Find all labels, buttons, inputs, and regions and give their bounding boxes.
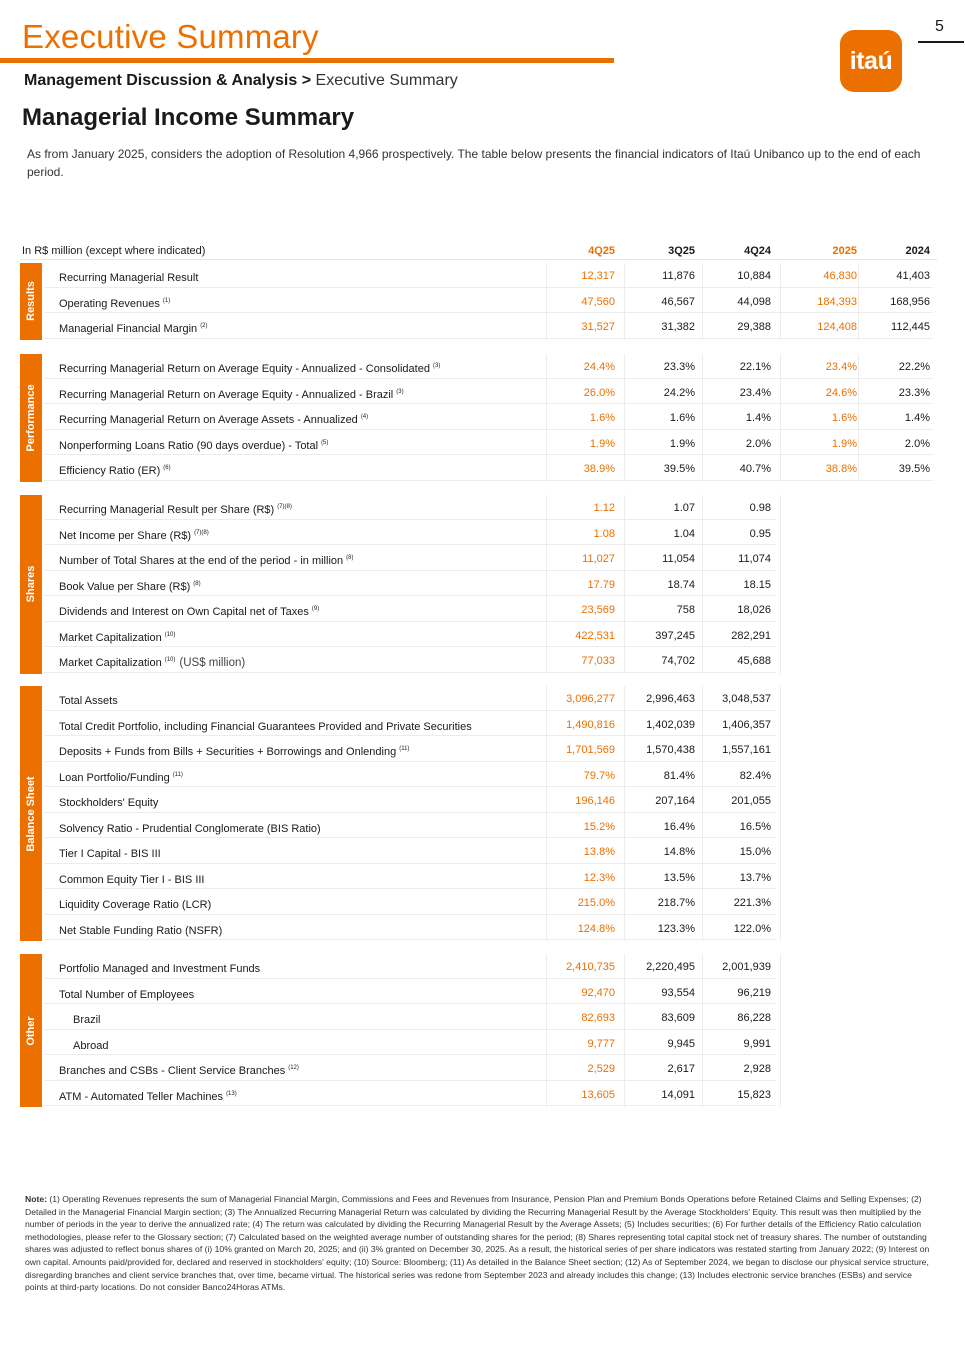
- cell-4q24: 96,219: [737, 986, 771, 999]
- row-label-text: Net Stable Funding Ratio (NSFR): [59, 924, 223, 937]
- group-shares: [20, 495, 937, 674]
- cell-4q25: 79.7%: [583, 769, 615, 782]
- cell-4q24: 15,823: [737, 1088, 771, 1101]
- group-tab: [20, 495, 42, 674]
- cell-3q25: 16.4%: [663, 820, 695, 833]
- cell-4q24: 2,928: [743, 1063, 771, 1075]
- footnote-ref: (11): [399, 746, 410, 752]
- section-title: Managerial Income Summary: [22, 104, 355, 131]
- footnote-ref: (1): [162, 297, 171, 304]
- row-label: [59, 555, 353, 567]
- row-label: [59, 606, 319, 618]
- column-header-2024: 2024: [905, 245, 930, 257]
- cell-4q25: 26.0%: [583, 386, 615, 399]
- table-row: [44, 916, 776, 942]
- cell-3q25: 81.4%: [663, 769, 695, 782]
- row-label-text: Portfolio Managed and Investment Funds: [59, 963, 261, 975]
- cell-2025: 1.6%: [831, 412, 857, 424]
- cell-2025: 184,393: [817, 295, 857, 308]
- group-performance: [20, 354, 937, 482]
- cell-2025: 46,830: [823, 270, 857, 282]
- row-label-text: Loan Portfolio/Funding: [59, 771, 170, 784]
- footnotes: [25, 1193, 937, 1294]
- cell-4q25: 47,560: [581, 295, 615, 308]
- cell-2024: 168,956: [890, 295, 930, 308]
- row-label: [59, 363, 440, 375]
- column-header-2025: 2025: [832, 245, 857, 257]
- row-label: [59, 272, 198, 284]
- table-row: [44, 572, 776, 598]
- row-label: [59, 823, 321, 835]
- column-header-4q24: 4Q24: [744, 245, 771, 257]
- table-row: [44, 954, 776, 980]
- cell-4q25: 1.08: [593, 527, 615, 540]
- table-row: [44, 314, 933, 340]
- cell-4q25: 1.12: [593, 502, 615, 514]
- row-label-text: Recurring Managerial Return on Average Equity - Annualized - Brazil: [59, 388, 394, 401]
- row-label-text: Nonperforming Loans Ratio (90 days overdue) - Total: [59, 439, 319, 452]
- cell-3q25: 1.6%: [669, 412, 695, 424]
- row-label: [59, 874, 205, 886]
- footnote-ref: (8): [346, 555, 354, 561]
- page-title: Executive Summary: [22, 18, 319, 55]
- table-row: [44, 890, 776, 916]
- cell-4q25: 2,410,735: [566, 961, 615, 973]
- cell-4q24: 29,388: [737, 321, 771, 333]
- table-row: [44, 1005, 776, 1031]
- cell-4q24: 221.3%: [733, 897, 771, 909]
- cell-2025: 124,408: [817, 321, 857, 333]
- cell-4q25: 215.0%: [577, 897, 615, 909]
- cell-4q24: 0.98: [749, 502, 771, 514]
- cell-4q24: 15.0%: [739, 846, 771, 858]
- group-tab-label: Results: [25, 281, 37, 322]
- row-label-text: Market Capitalization: [59, 631, 162, 644]
- cell-4q25: 38.9%: [583, 463, 615, 475]
- table-row: [44, 521, 776, 547]
- column-divider: [702, 263, 703, 340]
- footnote-ref: (9): [311, 606, 320, 612]
- footnote-ref: (6): [163, 465, 171, 471]
- cell-3q25: 1,570,438: [646, 744, 695, 756]
- group-tab-label: Balance Sheet: [25, 775, 37, 852]
- table-row: [44, 1056, 776, 1082]
- cell-4q24: 16.5%: [739, 820, 771, 833]
- breadcrumb: [24, 72, 458, 90]
- cell-3q25: 11,876: [662, 270, 695, 282]
- row-label-text: Stockholders' Equity: [59, 797, 159, 809]
- cell-4q24: 1,557,161: [722, 744, 771, 756]
- cell-4q24: 40.7%: [739, 463, 771, 475]
- cell-3q25: 11,054: [662, 553, 695, 565]
- cell-4q25: 9,777: [587, 1037, 615, 1050]
- cell-3q25: 2,220,495: [646, 961, 695, 973]
- column-divider: [702, 954, 703, 1107]
- column-divider: [702, 354, 703, 482]
- cell-4q25: 17.79: [587, 578, 615, 591]
- column-divider: [780, 686, 781, 941]
- row-label: [59, 632, 175, 644]
- intro-paragraph: As from January 2025, considers the adoption of Resolution 4,966 prospectively. The table below presents the financial indicators of Itaú Unibanco up to the end of each period.: [27, 147, 921, 179]
- cell-4q25: 1,490,816: [566, 718, 615, 731]
- row-label-text: Recurring Managerial Result per Share (R$): [59, 504, 275, 516]
- row-label: [59, 465, 171, 477]
- table-row: [44, 865, 776, 891]
- cell-4q24: 2,001,939: [722, 961, 771, 973]
- column-divider: [780, 954, 781, 1107]
- group-tab: [20, 686, 42, 941]
- table-row: [44, 814, 776, 840]
- cell-4q24: 10,884: [737, 270, 771, 282]
- cell-3q25: 18.74: [667, 578, 695, 591]
- cell-4q25: 31,527: [581, 321, 615, 333]
- row-label-text: Total Assets: [59, 695, 118, 707]
- cell-3q25: 24.2%: [663, 386, 695, 399]
- cell-4q24: 13.7%: [739, 871, 771, 884]
- cell-4q24: 3,048,537: [722, 693, 771, 705]
- footnote-ref: (11): [172, 771, 183, 778]
- row-label: [59, 899, 211, 911]
- cell-4q24: 2.0%: [745, 437, 771, 450]
- row-label: [59, 530, 209, 542]
- row-label-text: Dividends and Interest on Own Capital net of Taxes: [59, 606, 309, 618]
- row-label: [59, 657, 245, 669]
- column-header-4q25: 4Q25: [588, 245, 615, 257]
- table-row: [44, 712, 776, 738]
- column-divider: [546, 686, 547, 941]
- cell-4q25: 12,317: [581, 270, 615, 282]
- cell-4q24: 282,291: [731, 629, 771, 642]
- cell-4q24: 0.95: [749, 527, 771, 540]
- footnote-ref: (3): [432, 363, 441, 369]
- cell-4q25: 23,569: [581, 604, 615, 616]
- cell-3q25: 1,402,039: [646, 718, 695, 731]
- row-label: [59, 298, 170, 310]
- cell-4q25: 2,529: [587, 1063, 615, 1075]
- cell-2025: 23.4%: [825, 361, 857, 373]
- cell-4q24: 44,098: [737, 295, 771, 308]
- row-label-text: Brazil: [73, 1014, 101, 1026]
- cell-2024: 1.4%: [904, 412, 930, 424]
- cell-4q25: 124.8%: [577, 922, 615, 935]
- table-header: [20, 240, 937, 260]
- row-label: [59, 721, 472, 733]
- row-label-text: Managerial Financial Margin: [59, 323, 198, 335]
- column-divider: [624, 263, 625, 340]
- table-row: [44, 495, 776, 521]
- row-label: [59, 581, 201, 593]
- page-number-rule: [918, 41, 964, 43]
- row-label-text: Market Capitalization: [59, 657, 162, 669]
- cell-3q25: 2,996,463: [646, 693, 695, 705]
- cell-2024: 41,403: [896, 270, 930, 282]
- cell-2025: 1.9%: [831, 437, 857, 450]
- row-label-text: Efficiency Ratio (ER): [59, 465, 161, 477]
- table-row: [44, 1082, 776, 1108]
- cell-4q25: 92,470: [581, 986, 615, 999]
- cell-4q25: 15.2%: [583, 820, 615, 833]
- table-row: [44, 546, 776, 572]
- table-row: [44, 405, 933, 431]
- row-label-text: Book Value per Share (R$): [59, 580, 191, 593]
- footnote-ref: (3): [396, 388, 404, 395]
- cell-2024: 22.2%: [898, 361, 930, 373]
- cell-2025: 24.6%: [825, 386, 857, 399]
- cell-3q25: 758: [676, 604, 695, 616]
- cell-4q25: 11,027: [582, 553, 615, 565]
- cell-4q24: 9,991: [743, 1037, 771, 1050]
- group-tab-label: Other: [25, 1015, 37, 1046]
- row-label: [73, 1040, 108, 1052]
- cell-3q25: 46,567: [661, 295, 695, 308]
- row-label-text: Recurring Managerial Return on Average Assets - Annualized: [59, 414, 358, 426]
- group-balance-sheet: [20, 686, 937, 941]
- cell-4q25: 422,531: [575, 629, 615, 642]
- column-divider: [780, 263, 781, 340]
- cell-4q25: 13.8%: [583, 846, 615, 858]
- cell-4q25: 196,146: [575, 795, 615, 807]
- row-label: [59, 1065, 299, 1077]
- table-row: [44, 686, 776, 712]
- group-tab-label: Performance: [25, 384, 37, 452]
- cell-4q24: 22.1%: [739, 361, 771, 373]
- row-label-text: Tier I Capital - BIS III: [59, 848, 161, 860]
- row-label-text: Number of Total Shares at the end of the period - in million: [59, 555, 344, 567]
- table-row: [44, 456, 933, 482]
- row-label-text: Abroad: [73, 1039, 109, 1052]
- table-row: [44, 380, 933, 406]
- cell-4q25: 1.9%: [589, 437, 615, 450]
- cell-3q25: 23.3%: [663, 361, 695, 373]
- cell-2024: 112,445: [891, 321, 930, 333]
- row-label: [59, 797, 158, 809]
- cell-3q25: 13.5%: [663, 871, 695, 884]
- column-divider: [702, 686, 703, 941]
- cell-3q25: 39.5%: [663, 463, 695, 475]
- footnote-ref: (10): [164, 657, 176, 663]
- table-row: [44, 431, 933, 457]
- row-label: [59, 389, 404, 401]
- footnote-ref: (13): [226, 1090, 237, 1097]
- cell-3q25: 1.04: [673, 527, 695, 540]
- table-row: [44, 289, 933, 315]
- row-label-text: Recurring Managerial Result: [59, 272, 199, 284]
- footnote-ref: (7)(8): [194, 529, 209, 536]
- group-other: [20, 954, 937, 1107]
- footnote-ref: (4): [360, 414, 369, 420]
- row-label-text: Total Credit Portfolio, including Financial Guarantees Provided and Private Securities: [59, 720, 472, 733]
- row-label-suffix: (US$ million): [179, 657, 246, 669]
- cell-2024: 39.5%: [898, 463, 930, 475]
- column-divider: [858, 263, 859, 340]
- cell-4q24: 86,228: [737, 1012, 771, 1024]
- row-label-text: Recurring Managerial Return on Average Equity - Annualized - Consolidated: [59, 363, 430, 375]
- cell-3q25: 93,554: [661, 986, 695, 999]
- cell-4q24: 11,074: [738, 553, 771, 565]
- footnote-ref: (2): [200, 323, 208, 329]
- cell-3q25: 218.7%: [657, 897, 695, 909]
- cell-4q24: 1.4%: [745, 412, 771, 424]
- title-underline: [0, 58, 614, 63]
- group-tab-label: Shares: [25, 565, 37, 603]
- table-header-label: In R$ million (except where indicated): [22, 245, 206, 257]
- cell-2024: 23.3%: [898, 386, 930, 399]
- cell-4q25: 24.4%: [583, 361, 615, 373]
- table-row: [44, 788, 776, 814]
- row-label-text: Total Number of Employees: [59, 988, 195, 1001]
- cell-4q24: 122.0%: [733, 922, 771, 935]
- note-text: (1) Operating Revenues represents the sum of Managerial Financial Margin, Commissions and Fees and Revenues from Insurance, Pension Plan and Premium Bonds Operations before Retained Claims and Selling Expenses; (2) Detailed in the Managerial Financial Margin section; (3) The Annualized Recurring Managerial Return was calculated by dividing the Recurring Managerial Result by the Average Stockholders' Equity. This result was then multiplied by the number of periods in the year to derive the annualized rate; (4) The return was calculated by dividing the Recurring Managerial Result by the Average Assets; (5) Includes securities; (6) For further details of the Efficiency Ratio calculation methodologies, please refer to the Glossary section; (7) Calculated based on the weighted average number of outstanding shares for the period; (8) Shares representing total capital stock net of treasury shares. The number of outstanding shares was adjusted to reflect bonus shares of (i) 10% granted on March 20, 2025; and (ii) 3% granted on December 30, 2025. As a result, the historical series of per share indicators was restated starting from January 2022; (9) Interest on own capital. Amounts paid/provided for, declared and reserved in stockholders' equity; (10) Source: Bloomberg; (11) As detailed in the Balance Sheet section; (12) As of September 2024, we began to disclose our physical service structure, disregarding branches and client service branches that, over time, became virtual. The historical series was redone from September 2023 and already includes this change; (13) Includes electronic service branches (ESBs) and service points at third-party locations. Do not consider Banco24Horas ATMs.: [25, 1194, 930, 1293]
- row-label-text: Common Equity Tier I - BIS III: [59, 873, 205, 886]
- row-label: [59, 440, 328, 452]
- group-tab: [20, 354, 42, 482]
- row-label: [59, 504, 292, 516]
- row-label: [59, 1091, 237, 1103]
- cell-4q25: 1,701,569: [566, 744, 615, 756]
- row-label: [59, 695, 118, 707]
- table-row: [44, 980, 776, 1006]
- cell-3q25: 123.3%: [657, 922, 695, 935]
- row-label-text: ATM - Automated Teller Machines: [59, 1090, 224, 1103]
- cell-4q24: 201,055: [731, 795, 771, 807]
- row-label: [59, 772, 183, 784]
- cell-3q25: 9,945: [667, 1037, 695, 1050]
- cell-3q25: 2,617: [667, 1063, 695, 1075]
- footnote-ref: (8): [193, 580, 201, 587]
- cell-4q25: 13,605: [581, 1088, 615, 1101]
- footnote-ref: (12): [288, 1065, 299, 1071]
- cell-4q24: 1,406,357: [722, 718, 771, 731]
- cell-4q24: 18.15: [743, 578, 771, 591]
- table-row: [44, 839, 776, 865]
- group-tab: [20, 263, 42, 340]
- cell-4q24: 45,688: [737, 655, 771, 667]
- page-number: 5: [935, 18, 944, 35]
- column-divider: [624, 686, 625, 941]
- column-divider: [780, 354, 781, 482]
- footnote-ref: (5): [321, 439, 329, 446]
- table-row: [44, 623, 776, 649]
- column-divider: [858, 354, 859, 482]
- row-label: [73, 1014, 101, 1026]
- row-label: [59, 746, 409, 758]
- column-divider: [546, 354, 547, 482]
- cell-4q25: 3,096,277: [566, 693, 615, 705]
- footnote-ref: (10): [164, 631, 176, 638]
- note-label: Note:: [25, 1194, 47, 1204]
- column-divider: [780, 495, 781, 674]
- row-label-text: Solvency Ratio - Prudential Conglomerate (BIS Ratio): [59, 822, 321, 835]
- row-label-text: Branches and CSBs - Client Service Branches: [59, 1065, 286, 1077]
- footnote-ref: (7)(8): [277, 504, 292, 510]
- cell-4q25: 1.6%: [589, 412, 615, 424]
- row-label: [59, 323, 208, 335]
- cell-2024: 2.0%: [904, 437, 930, 450]
- column-divider: [546, 263, 547, 340]
- cell-2025: 38.8%: [825, 463, 857, 475]
- row-label-text: Operating Revenues: [59, 297, 160, 310]
- breadcrumb-current: Executive Summary: [315, 72, 458, 89]
- table-row: [44, 354, 933, 380]
- table-row: [44, 1031, 776, 1057]
- cell-3q25: 83,609: [661, 1012, 695, 1024]
- column-divider: [624, 354, 625, 482]
- cell-3q25: 14,091: [661, 1088, 695, 1101]
- table-row: [44, 737, 776, 763]
- row-label: [59, 989, 194, 1001]
- cell-3q25: 1.07: [673, 502, 695, 514]
- column-divider: [546, 495, 547, 674]
- cell-4q25: 12.3%: [583, 871, 615, 884]
- column-divider: [624, 954, 625, 1107]
- row-label-text: Net Income per Share (R$): [59, 529, 192, 542]
- row-label: [59, 963, 260, 975]
- column-header-3q25: 3Q25: [668, 245, 695, 257]
- cell-3q25: 207,164: [655, 795, 695, 807]
- group-results: [20, 263, 937, 340]
- cell-4q25: 82,693: [581, 1012, 615, 1024]
- column-divider: [702, 495, 703, 674]
- group-tab: [20, 954, 42, 1107]
- row-label-text: Liquidity Coverage Ratio (LCR): [59, 899, 212, 911]
- cell-4q24: 18,026: [737, 604, 771, 616]
- cell-3q25: 14.8%: [663, 846, 695, 858]
- table-row: [44, 597, 776, 623]
- table-row: [44, 263, 933, 289]
- row-label: [59, 925, 222, 937]
- column-divider: [546, 954, 547, 1107]
- row-label-text: Deposits + Funds from Bills + Securities + Borrowings and Onlending: [59, 746, 397, 758]
- table-row: [44, 763, 776, 789]
- cell-3q25: 74,702: [661, 655, 695, 667]
- cell-4q25: 77,033: [581, 655, 615, 667]
- breadcrumb-parent: Management Discussion & Analysis >: [24, 72, 312, 89]
- cell-4q24: 23.4%: [739, 386, 771, 399]
- column-divider: [624, 495, 625, 674]
- cell-3q25: 31,382: [661, 321, 695, 333]
- itau-logo: itaú: [840, 30, 902, 92]
- table-row: [44, 648, 776, 674]
- row-label: [59, 414, 368, 426]
- cell-3q25: 397,245: [655, 629, 695, 642]
- row-label: [59, 848, 161, 860]
- cell-4q24: 82.4%: [739, 769, 771, 782]
- cell-3q25: 1.9%: [669, 437, 695, 450]
